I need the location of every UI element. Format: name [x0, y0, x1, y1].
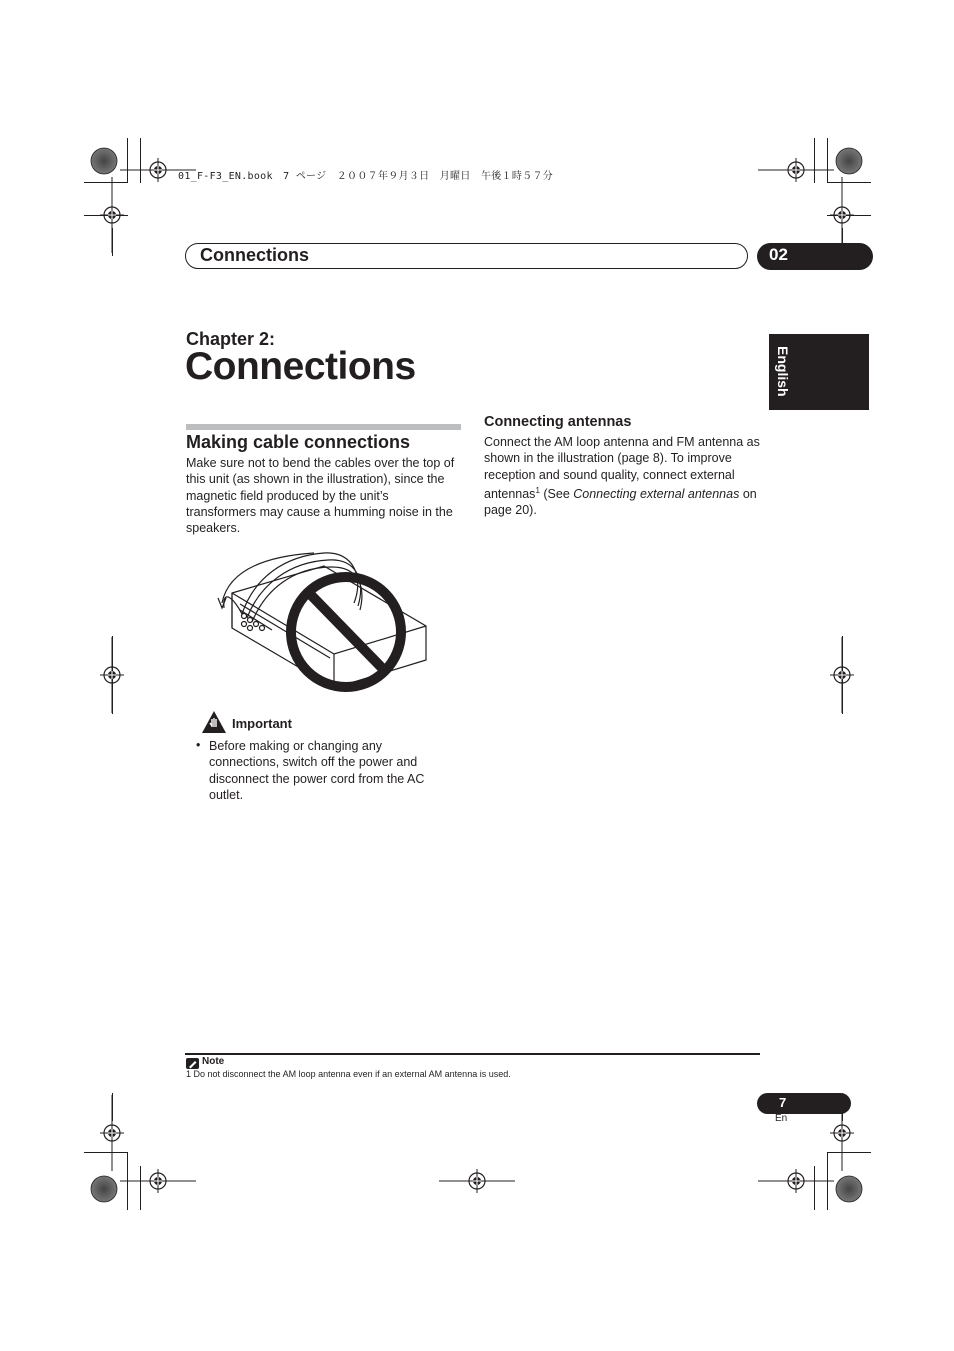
cable-body-text: Make sure not to bend the cables over the top of this unit (as shown in the illustration), since the magnetic field produced by the unit’s transformers may cause a humming noise in the speakers.: [186, 456, 455, 536]
note-rule: [185, 1053, 760, 1055]
antennas-body-text: Connect the AM loop antenna and FM antenna as shown in the illustration (page 8). To improve reception and sound quality, connect external antennas$^1$ (See Connecting external antennas on page 20).: [484, 435, 760, 518]
important-label: Important: [232, 716, 292, 731]
print-header: 01_F-F3_EN.book 7 ページ ２００７年９月３日 月曜日 午後１時５７分: [178, 171, 554, 182]
page-number: 7: [779, 1095, 787, 1110]
footnote-ref: 1: [535, 485, 540, 495]
cable-illustration: [214, 548, 429, 698]
note-text: 1 Do not disconnect the AM loop antenna even if an external AM antenna is used.: [186, 1069, 511, 1079]
page-language: En: [775, 1113, 788, 1124]
header-title: Connections: [200, 245, 310, 265]
bullet-marker: •: [196, 738, 201, 752]
chapter-number: 02: [769, 245, 788, 264]
warning-hand-icon: [201, 710, 227, 734]
cross-reference: Connecting external antennas: [573, 487, 740, 502]
section-heading-antennas: Connecting antennas: [484, 414, 632, 430]
chapter-label: Chapter 2:: [186, 329, 276, 349]
language-label: English: [775, 346, 791, 397]
note-label: Note: [202, 1056, 225, 1067]
page-number-badge: [757, 1093, 851, 1114]
page-title: Connections: [185, 345, 416, 388]
section-heading-cable: Making cable connections: [186, 432, 411, 452]
section-rule: [186, 424, 461, 430]
important-item: Before making or changing any connections, switch off the power and disconnect the power cord from the AC outlet.: [209, 739, 425, 802]
